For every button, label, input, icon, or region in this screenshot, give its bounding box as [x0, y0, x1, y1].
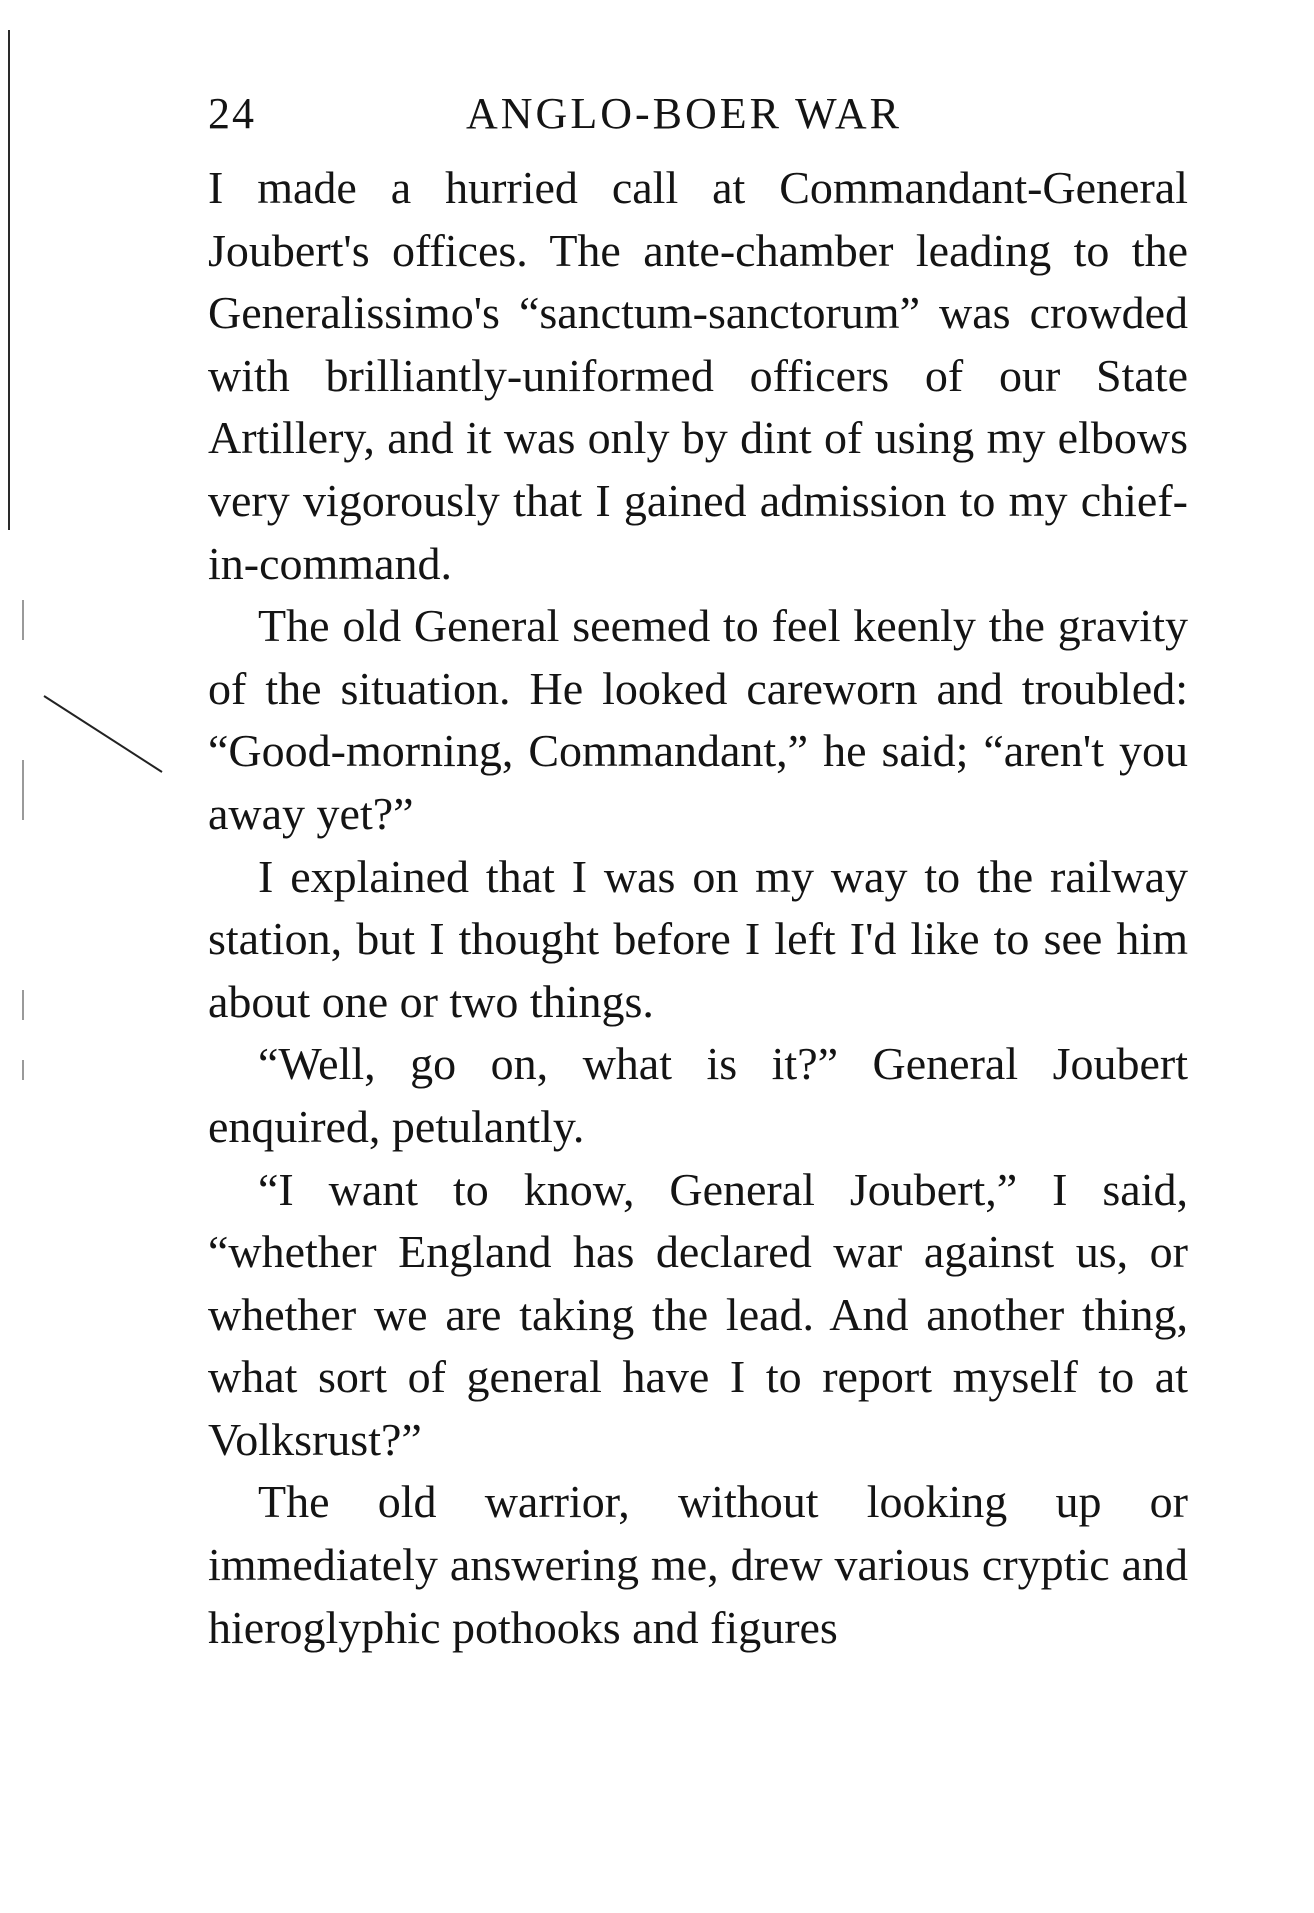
- running-header: [208, 88, 1188, 148]
- paragraph: The old warrior, without looking up or immediately answering me, drew various cryptic and hieroglyphic pothooks and figures: [208, 1476, 1188, 1653]
- pencil-stroke-mark: [40, 690, 170, 780]
- paragraph: I explained that I was on my way to the railway station, but I thought before I left I'd like to see him about one or two things.: [208, 850, 1188, 1027]
- paragraph: “I want to know, General Joubert,” I said, “whether England has declared war against us, or whether we are taking the lead. And another thing, what sort of general have I to report myself to at Volksrust?”: [208, 1163, 1188, 1465]
- body-text: [208, 157, 1188, 1659]
- running-title: ANGLO-BOER WAR: [466, 89, 902, 138]
- paragraph: The old General seemed to feel keenly the gravity of the situation. He looked careworn and troubled: “Good-morning, Commandant,” he said; “aren't you away yet?”: [208, 600, 1188, 839]
- paragraph: I made a hurried call at Commandant-General Joubert's offices. The ante-chamber leading to the Generalissimo's “sanctum-sanctorum” was crowded with brilliantly-uniformed officers of our State Artillery, and it was only by dint of using my elbows very vigorously that I gained admission to my chief-in-command.: [208, 162, 1188, 589]
- edge-speck: [22, 760, 24, 820]
- edge-speck: [22, 1060, 24, 1080]
- binding-edge-line: [8, 30, 10, 530]
- paragraph: “Well, go on, what is it?” General Joubert enquired, petulantly.: [208, 1038, 1188, 1152]
- edge-speck: [22, 600, 24, 640]
- page-number: 24: [208, 89, 256, 138]
- edge-speck: [22, 990, 24, 1020]
